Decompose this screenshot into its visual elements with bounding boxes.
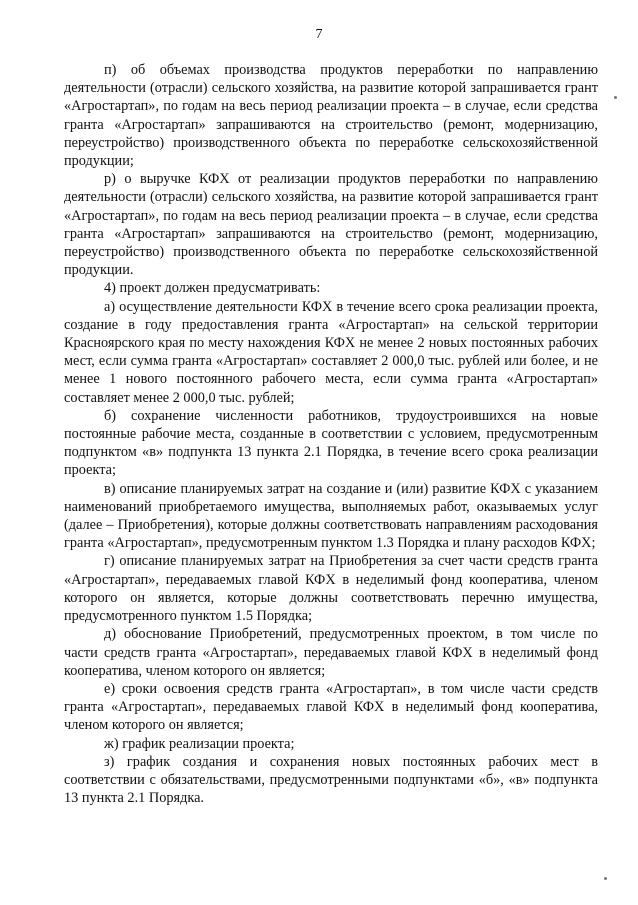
paragraph-g: г) описание планируемых затрат на Приобретения за счет части средств гранта «Агростартап», передаваемых главой КФХ в неделимый фонд кооператива, членом которого он является, которые должны соответствовать перечню имущества, предусмотренного пунктом 1.5 Порядка; — [64, 553, 598, 625]
paragraph-zh: ж) график реализации проекта; — [104, 735, 295, 752]
scan-speck — [614, 96, 617, 99]
paragraph-a: а) осуществление деятельности КФХ в течение всего срока реализации проекта, создание в году предоставления гранта «Агростартап» на сельской территории Красноярского края по месту нахождения КФХ не менее 2 новых постоянных рабочих мест, если сумма гранта «Агростартап» составляет 2 000,0 тыс. рублей или более, и не менее 1 нового постоянного рабочего места, если сумма гранта «Агростартап» составляет менее 2 000,0 тыс. рублей; — [64, 298, 598, 406]
page-number: 7 — [315, 27, 323, 42]
paragraph-p: п) об объемах производства продуктов переработки по направлению деятельности (отрасли) сельского хозяйства, на развитие которой запрашивается грант «Агростартап», по годам на весь период реализации проекта – в случае, если средства гранта «Агростартап» запрашиваются на строительство (ремонт, модернизацию, переустройство) производственного объекта по переработке сельскохозяйственной продукции; — [64, 62, 598, 170]
paragraph-z: з) график создания и сохранения новых постоянных рабочих мест в соответствии с обязательствами, предусмотренными подпунктами «б», «в» подпункта 13 пункта 2.1 Порядка. — [64, 753, 598, 807]
scan-speck — [604, 877, 607, 880]
paragraph-e: е) сроки освоения средств гранта «Агростартап», в том числе части средств гранта «Агростартап», передаваемых главой КФХ в неделимый фонд кооператива, членом которого он является; — [64, 680, 598, 734]
paragraph-v: в) описание планируемых затрат на создание и (или) развитие КФХ с указанием наименований приобретаемого имущества, выполняемых работ, оказываемых услуг (далее – Приобретения), которые должны соответствовать направлениям расходования гранта «Агростартап», предусмотренным пунктом 1.3 Порядка и плану расходов КФХ; — [64, 480, 598, 552]
paragraph-d: д) обоснование Приобретений, предусмотренных проектом, в том числе по части средств гранта «Агростартап», передаваемых главой КФХ в неделимый фонд кооператива, членом которого он является; — [64, 626, 598, 679]
document-body — [64, 61, 598, 807]
paragraph-r: р) о выручке КФХ от реализации продуктов переработки по направлению деятельности (отрасли) сельского хозяйства, на развитие которой запрашивается грант «Агростартап», по годам на весь период реализации проекта – в случае, если средства гранта «Агростартап» запрашиваются на строительство (ремонт, модернизацию, переустройство) производственного объекта по переработке сельскохозяйственной продукции. — [64, 171, 598, 279]
paragraph-4: 4) проект должен предусматривать: — [104, 280, 321, 297]
paragraph-b: б) сохранение численности работников, трудоустроившихся на новые постоянные рабочие места, созданные в соответствии с условием, предусмотренным подпунктом «в» подпункта 13 пункта 2.1 Порядка, в течение всего срока реализации проекта; — [64, 407, 598, 479]
